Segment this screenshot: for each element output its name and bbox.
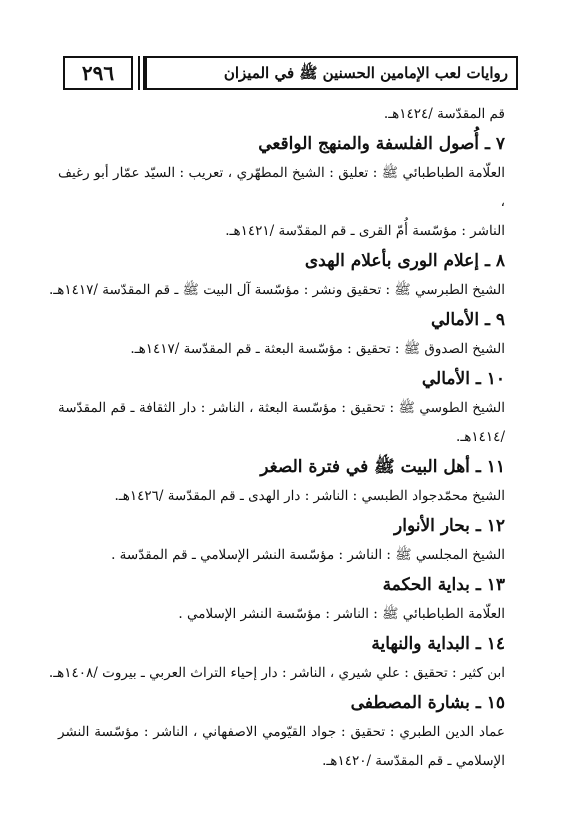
body-line: الشيخ الصدوق ﷺ : تحقيق : مؤسّسة البعثة ـ قم المقدّسة /١٤١٧هـ. (130, 341, 505, 357)
body-line: الشيخ المجلسي ﷺ : الناشر : مؤسّسة النشر الإسلامي ـ قم المقدّسة . (111, 547, 505, 563)
entry-heading: ١٥ ـ بشارة المصطفى (350, 693, 505, 713)
page-header (63, 56, 518, 90)
body-line: الشيخ الطوسي ﷺ : تحقيق : مؤسّسة البعثة ، الناشر : دار الثقافة ـ قم المقدّسة (58, 400, 506, 416)
body-line: الإسلامي ـ قم المقدّسة /١٤٢٠هـ. (322, 753, 505, 769)
bibliography-body (48, 100, 506, 776)
body-line: /١٤١٤هـ. (456, 429, 505, 445)
entry-heading: ١٣ ـ بداية الحكمة (382, 575, 505, 595)
entry-heading: ٧ ـ أُصول الفلسفة والمنهج الواقعي (258, 134, 505, 154)
body-line: العلّامة الطباطبائي ﷺ : تعليق : الشيخ المطهّري ، تعريب : السيّد عمّار أبو رغيف ، (58, 165, 505, 210)
body-line: الشيخ محمّدجواد الطبسي : الناشر : دار الهدى ـ قم المقدّسة /١٤٢٦هـ. (114, 488, 505, 504)
body-line: العلّامة الطباطبائي ﷺ : الناشر : مؤسّسة النشر الإسلامي . (178, 606, 505, 622)
entry-heading: ١٤ ـ البداية والنهاية (371, 634, 505, 654)
entry-heading: ٩ ـ الأمالي (430, 310, 505, 330)
header-divider (138, 56, 145, 90)
page-number: ٢٩٦ (63, 56, 133, 90)
body-line: عماد الدين الطبري : تحقيق : جواد القيّومي الاصفهاني ، الناشر : مؤسّسة النشر (58, 724, 505, 740)
body-line: ابن كثير : تحقيق : علي شيري ، الناشر : دار إحياء التراث العربي ـ بيروت /١٤٠٨هـ. (48, 665, 505, 681)
entry-heading: ١٠ ـ الأمالي (421, 369, 505, 389)
entry-heading: ١٢ ـ بحار الأنوار (394, 516, 505, 536)
body-line: الشيخ الطبرسي ﷺ : تحقيق ونشر : مؤسّسة آل البيت ﷺ ـ قم المقدّسة /١٤١٧هـ. (48, 282, 505, 298)
entry-heading: ٨ ـ إعلام الورى بأعلام الهدى (304, 251, 505, 271)
body-line: قم المقدّسة /١٤٢٤هـ. (383, 106, 505, 122)
running-title: روايات لعب الإمامين الحسنين ﷺ في الميزان (145, 56, 518, 90)
entry-heading: ١١ ـ أهل البيت ﷺ في فترة الصغر (260, 457, 505, 477)
body-line: الناشر : مؤسّسة أُمّ القرى ـ قم المقدّسة /١٤٢١هـ. (225, 223, 505, 239)
